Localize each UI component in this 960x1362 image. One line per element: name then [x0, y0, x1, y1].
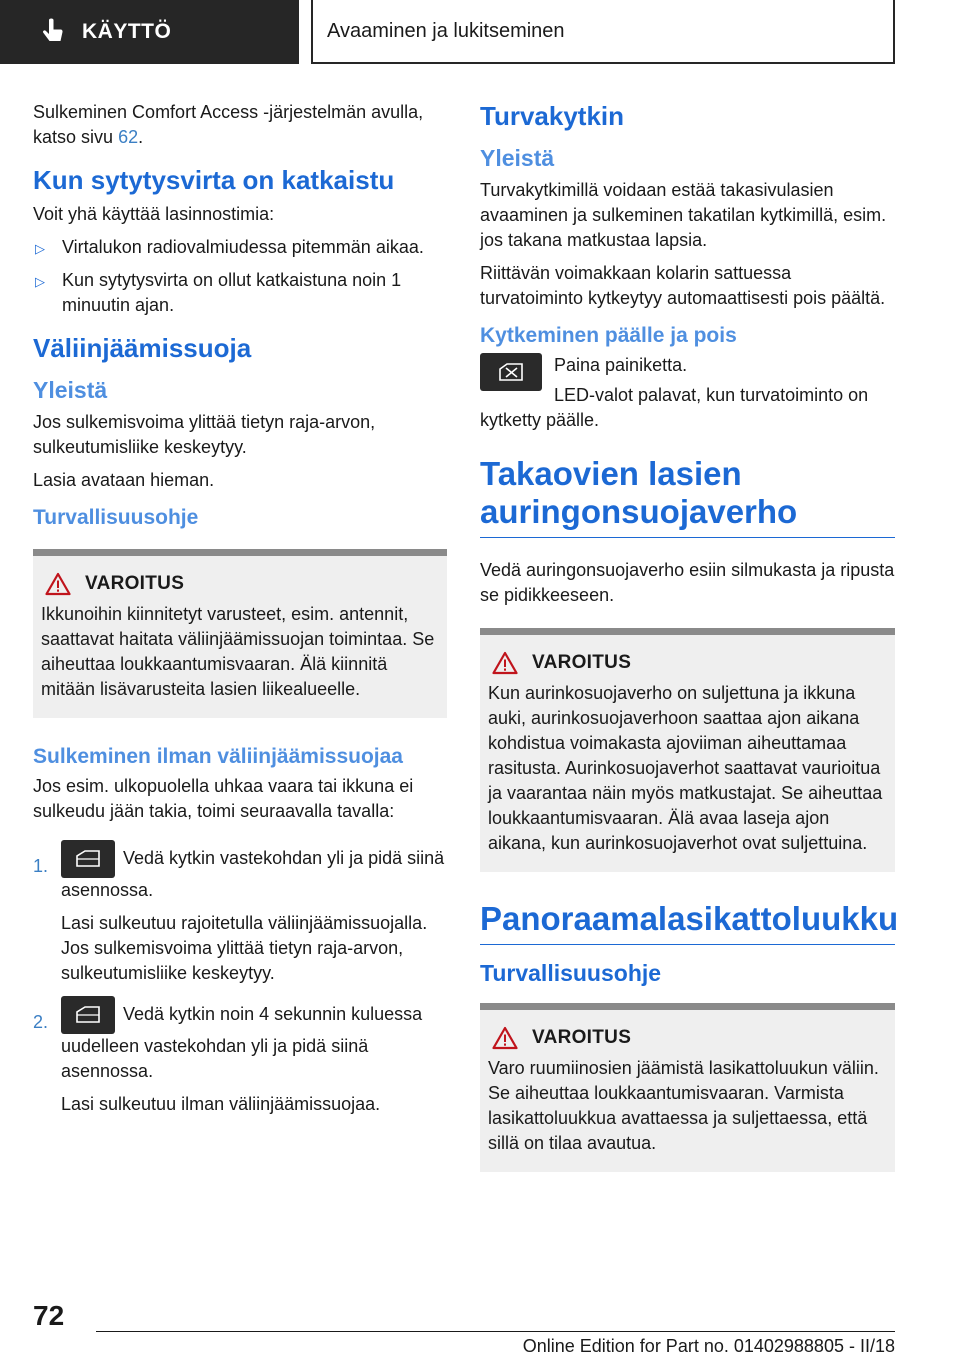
warning-box — [33, 549, 447, 718]
pinch-general-heading: Yleistä — [33, 377, 108, 403]
pinch-protection-heading: Väliinjäämissuoja — [33, 333, 252, 363]
footer-divider — [96, 1331, 895, 1332]
panorama-heading: Panoraamalasikattoluukku — [480, 900, 895, 945]
safety-switch-p1: Turvakytkimillä voidaan estää takasivulasien avaaminen ja sulkeminen takatilan kytkimillä, esim. jos takana matkustaa lapsia. — [480, 180, 887, 250]
ignition-off-lead: Voit yhä käyttää lasinnostimia: — [33, 204, 275, 224]
sunshade-p1: Vedä auringonsuojaverho esiin silmukasta ja ripusta se pidikkeeseen. — [480, 560, 895, 605]
warning-text: Varo ruumiinosien jäämistä lasikattoluukun väliin. Se aiheuttaa loukkaantumisvaaran. Varmista lasikattoluukkua avattaessa ja suljettaessa, että sillä on tilaa avautua. — [488, 1058, 879, 1153]
safety-switch-general-heading: Yleistä — [480, 145, 555, 171]
warning-box — [480, 628, 895, 872]
intro-text: Sulkeminen Comfort Access -järjestelmän avulla, katso sivu — [33, 102, 424, 147]
page-link[interactable]: 62 — [118, 127, 139, 147]
intro-paragraph — [33, 100, 447, 150]
ignition-off-heading: Kun sytytysvirta on katkaistu — [33, 165, 395, 195]
list-item — [33, 268, 447, 318]
ignition-off-list — [33, 235, 447, 318]
warning-title: VAROITUS — [85, 573, 185, 594]
window-switch-icon — [61, 840, 115, 878]
step-text: Vedä kytkin noin 4 sekunnin kuluessa uudelleen vastekohdan yli ja pidä siinä asennossa. — [61, 1003, 423, 1081]
panorama-safety-heading: Turvallisuusohje — [480, 960, 662, 986]
child-lock-button-icon — [480, 353, 542, 391]
warning-triangle-icon — [492, 1026, 518, 1050]
warning-header — [488, 1026, 887, 1050]
step-text: Vedä kytkin vastekohdan yli ja pidä siinä asennossa. — [61, 847, 445, 900]
step-number: 1. — [33, 856, 49, 876]
step-note: Lasi sulkeutuu ilman väliinjäämissuojaa. — [61, 1094, 381, 1114]
sunshade-heading: Takaovien lasien auringonsuojaverho — [480, 455, 895, 538]
right-column — [480, 100, 899, 1182]
pinch-general-p1: Jos sulkemisvoima ylittää tietyn raja-arvon, sulkeutumisliike keskeytyy. — [33, 412, 376, 457]
safety-switch-p2: Riittävän voimakkaan kolarin sattuessa turvatoiminto kytkeytyy automaattisesti pois päältä. — [480, 263, 886, 308]
hand-pointer-icon — [38, 17, 68, 47]
led-text: LED-valot palavat, kun turvatoiminto on kytketty päälle. — [480, 385, 869, 430]
chapter-tab[interactable] — [0, 0, 299, 64]
warning-triangle-icon — [45, 572, 71, 596]
close-without-lead: Jos esim. ulkopuolella uhkaa vaara tai ikkuna ei sulkeudu jään takia, toimi seuraavalla tavalla: — [33, 776, 414, 821]
triangle-bullet-icon: ▷ — [35, 241, 45, 256]
warning-title: VAROITUS — [532, 1027, 632, 1048]
page-number: 72 — [33, 1300, 65, 1331]
list-item-text: Virtalukon radiovalmiudessa pitemmän aikaa. — [62, 237, 424, 257]
list-item — [33, 235, 447, 260]
warning-title: VAROITUS — [532, 652, 632, 673]
step-item — [33, 996, 447, 1117]
warning-header — [488, 651, 887, 675]
safety-switch-heading: Turvakytkin — [480, 101, 625, 131]
chapter-label: KÄYTTÖ — [82, 20, 172, 43]
triangle-bullet-icon: ▷ — [35, 274, 45, 289]
list-item-text: Kun sytytysvirta on ollut katkaistuna noin 1 minuutin ajan. — [62, 270, 402, 315]
window-switch-icon — [61, 996, 115, 1034]
step-item — [33, 840, 447, 986]
section-title: Avaaminen ja lukitseminen — [311, 0, 895, 64]
toggle-heading: Kytkeminen päälle ja pois — [480, 324, 737, 347]
left-column — [33, 100, 447, 1127]
pinch-general-p2: Lasia avataan hieman. — [33, 470, 215, 490]
warning-box — [480, 1003, 895, 1172]
step-text-row — [61, 840, 447, 903]
press-button-text: Paina painiketta. — [554, 355, 688, 375]
intro-end: . — [138, 127, 144, 147]
footer-edition: Online Edition for Part no. 01402988805 - II/18 — [522, 1336, 895, 1356]
warning-text: Ikkunoihin kiinnitetyt varusteet, esim. antennit, saattavat haitata väliinjäämissuojan toimintaa. Se aiheuttaa loukkaantumisvaaran. Älä kiinnitä mitään lisävarusteita lasien liikealueelle. — [41, 604, 435, 699]
pinch-safety-heading: Turvallisuusohje — [33, 506, 199, 529]
warning-triangle-icon — [492, 651, 518, 675]
close-without-heading: Sulkeminen ilman väliinjäämissuojaa — [33, 745, 403, 768]
warning-header — [41, 572, 439, 596]
steps-list — [33, 840, 447, 1117]
step-note: Lasi sulkeutuu rajoitetulla väliinjäämissuojalla. Jos sulkemisvoima ylittää tietyn raja-arvon, sulkeutumisliike keskeytyy. — [61, 913, 428, 983]
step-text-row — [61, 996, 447, 1084]
step-number: 2. — [33, 1012, 49, 1032]
warning-text: Kun aurinkosuojaverho on suljettuna ja ikkuna auki, aurinkosuojaverhoon saattaa ajon aikana kohdistua voimakasta ajoviiman aiheuttamaa rasitusta. Aurinkosuojaverhot saattavat vaurioitua ja vaarantaa näin myös matkustajat. Se aiheuttaa loukkaantumisvaaran. Älä avaa laseja ajon aikana, kun aurinkosuojaverhot ovat suljettuina. — [488, 683, 883, 853]
